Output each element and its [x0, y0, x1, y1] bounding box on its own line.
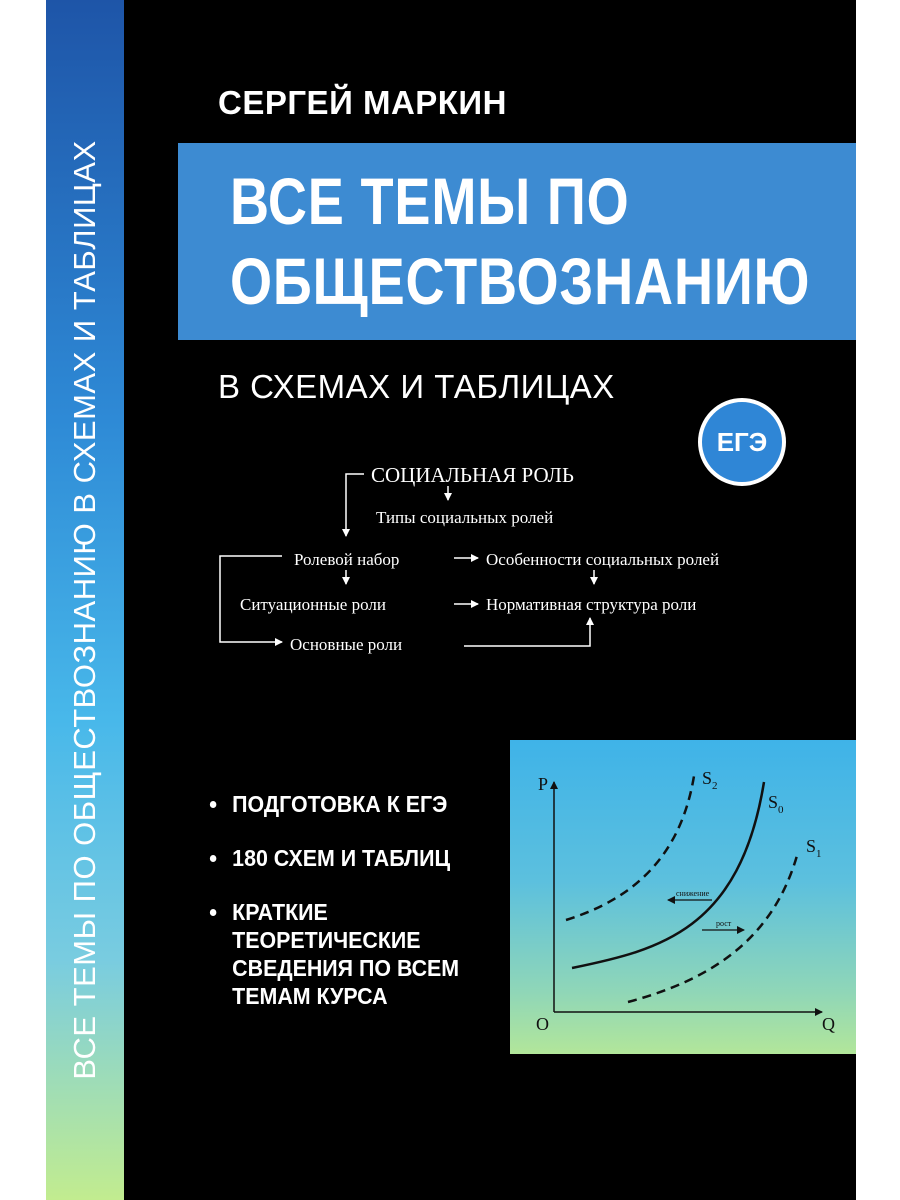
bullet-dot [210, 855, 217, 862]
feature-text: КРАТКИЕ ТЕОРЕТИЧЕСКИЕ СВЕДЕНИЯ ПО ВСЕМ ТЕМАМ КУРСА [232, 899, 460, 1009]
node-main-roles: Основные роли [290, 635, 403, 654]
label-p: P [538, 774, 549, 794]
label-s1: $S_1$ [806, 836, 822, 860]
bullet-dot [210, 801, 217, 808]
spine-stripe [46, 0, 124, 1200]
supply-graph [510, 740, 856, 1054]
connector-loop-mainroles [220, 556, 282, 642]
node-normative-structure: Нормативная структура роли [486, 595, 697, 614]
feature-text: ПОДГОТОВКА К ЕГЭ [232, 791, 448, 817]
label-o: O [536, 1014, 549, 1034]
feature-item-theory [208, 898, 506, 1010]
node-role-set: Ролевой набор [294, 550, 400, 569]
node-social-role: СОЦИАЛЬНАЯ РОЛЬ [371, 463, 574, 487]
feature-item-schemes [208, 844, 506, 872]
curve-s0 [572, 782, 764, 968]
feature-list [208, 790, 528, 1036]
curve-s1 [628, 852, 798, 1002]
label-increase: рост [716, 919, 732, 928]
label-s0: $S_0$ [768, 792, 784, 816]
ege-badge [698, 398, 786, 486]
connector-mainroles-normative [464, 618, 590, 646]
curve-s2 [566, 776, 694, 920]
node-role-features: Особенности социальных ролей [486, 550, 720, 569]
title-band [178, 143, 856, 340]
label-decrease: снижение [676, 889, 710, 898]
spine-title: ВСЕ ТЕМЫ ПО ОБЩЕСТВОЗНАНИЮ В СХЕМАХ И ТАБЛИЦАХ [67, 140, 102, 1080]
supply-graph-panel [510, 740, 856, 1054]
label-q: Q [822, 1014, 835, 1034]
title-line-1: ВСЕ ТЕМЫ ПО [230, 164, 630, 238]
feature-text: 180 СХЕМ И ТАБЛИЦ [232, 845, 451, 871]
author-name: СЕРГЕЙ МАРКИН [218, 84, 507, 121]
feature-item-ege [208, 790, 506, 818]
book-cover [46, 0, 856, 1200]
node-role-types: Типы социальных ролей [376, 508, 554, 527]
connector-root-roleset [346, 474, 364, 536]
subtitle: В СХЕМАХ И ТАБЛИЦАХ [218, 368, 615, 405]
badge-label: ЕГЭ [716, 426, 768, 457]
bullet-dot [210, 909, 217, 916]
node-situational-roles: Ситуационные роли [240, 595, 386, 614]
label-s2: $S_2$ [702, 768, 718, 792]
title-line-2: ОБЩЕСТВОЗНАНИЮ [230, 244, 811, 318]
